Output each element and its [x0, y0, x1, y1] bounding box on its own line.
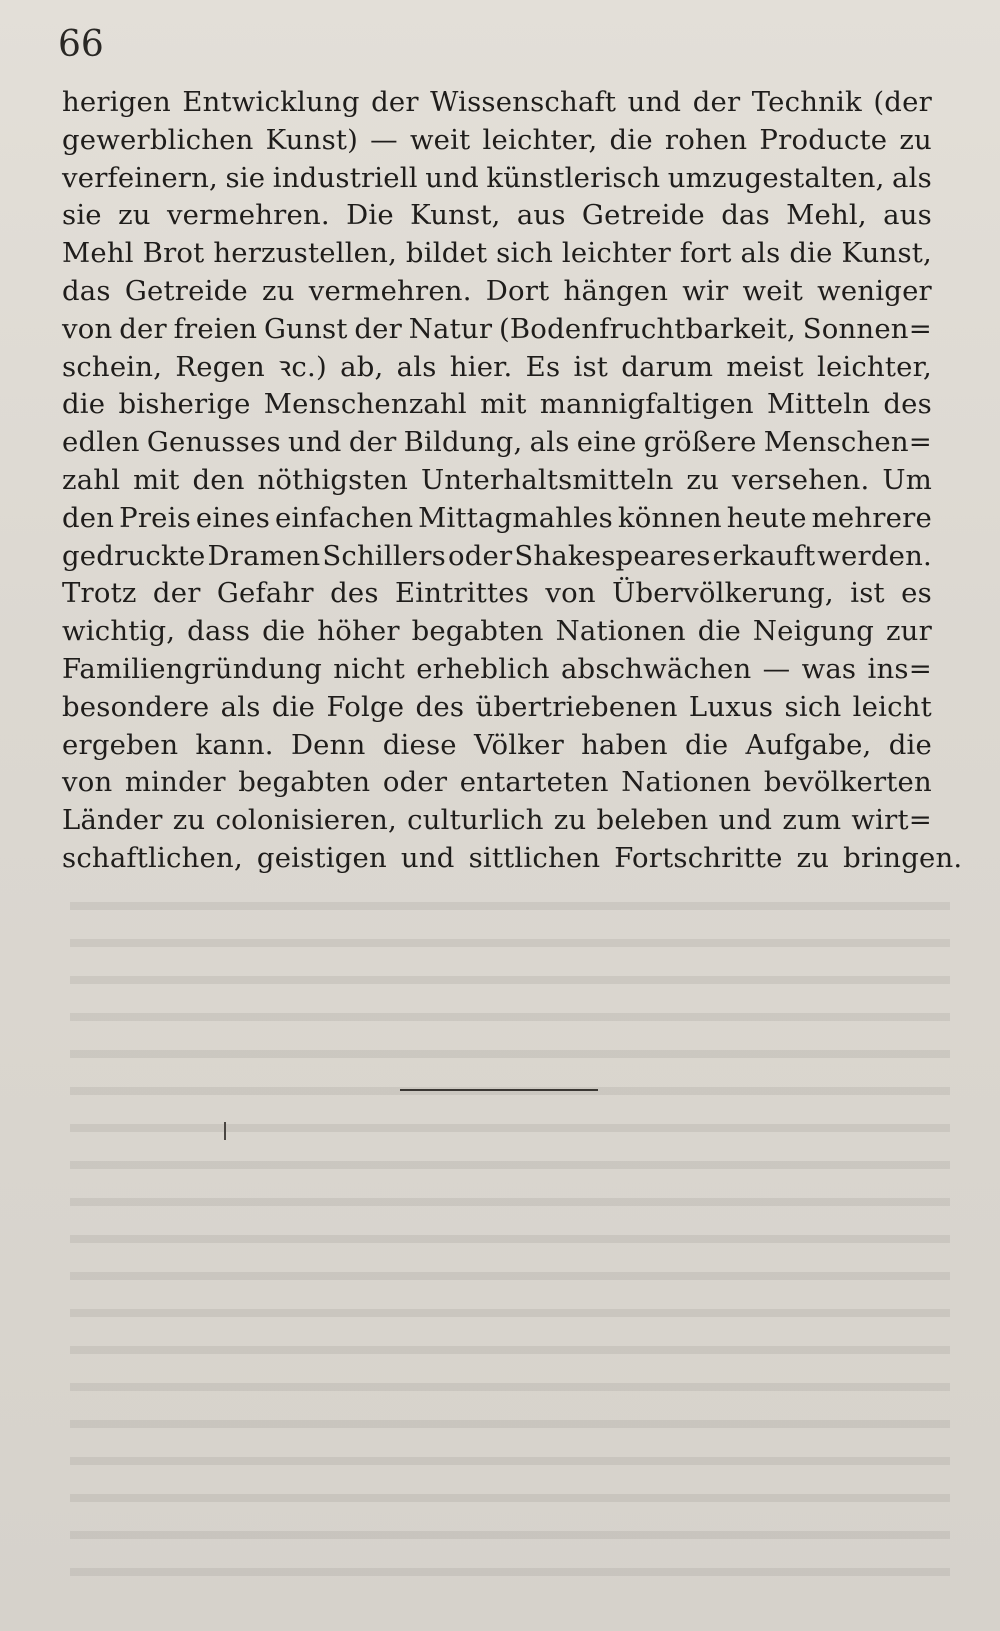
text-line: den Preis eines einfachen Mittagmahles können heute mehrere	[62, 501, 932, 534]
text-line: herigen Entwicklung der Wissenschaft und der Technik (der	[62, 86, 932, 118]
text-line: Familiengründung nicht erheblich abschwächen — was ins=	[62, 652, 932, 685]
page-number: 66	[58, 24, 104, 65]
text-line: besondere als die Folge des übertriebenen Luxus sich leicht	[62, 690, 932, 723]
text-line: gewerblichen Kunst) — weit leichter, die rohen Producte zu	[62, 123, 932, 156]
text-line: edlen Genusses und der Bildung, als eine größere Menschen=	[62, 426, 932, 459]
margin-mark	[224, 1122, 226, 1140]
text-line: ergeben kann. Denn diese Völker haben die Aufgabe, die	[62, 728, 932, 761]
bleed-through-text	[70, 880, 950, 1600]
text-line: wichtig, dass die höher begabten Nationen die Neigung zur	[62, 615, 932, 648]
text-line: schein, Regen ꝛc.) ab, als hier. Es ist darum meist leichter,	[62, 350, 932, 383]
text-line: von minder begabten oder entarteten Nationen bevölkerten	[62, 766, 932, 799]
text-line: Mehl Brot herzustellen, bildet sich leichter fort als die Kunst,	[62, 237, 932, 270]
text-line: von der freien Gunst der Natur (Bodenfruchtbarkeit, Sonnen=	[62, 312, 932, 345]
text-line: Länder zu colonisieren, culturlich zu beleben und zum wirt=	[62, 804, 932, 837]
text-line: sie zu vermehren. Die Kunst, aus Getreide das Mehl, aus	[62, 199, 932, 232]
text-line: schaftlichen, geistigen und sittlichen Fortschritte zu bringen.	[62, 841, 963, 874]
section-rule	[400, 1089, 598, 1091]
body-text	[62, 84, 963, 878]
text-line: verfeinern, sie industriell und künstlerisch umzugestalten, als	[62, 161, 932, 194]
text-line: das Getreide zu vermehren. Dort hängen wir weit weniger	[62, 274, 932, 307]
text-line: gedruckte Dramen Schillers oder Shakespeares erkauft werden.	[62, 539, 932, 572]
text-line: die bisherige Menschenzahl mit mannigfaltigen Mitteln des	[62, 388, 932, 421]
text-line: Trotz der Gefahr des Eintrittes von Übervölkerung, ist es	[62, 577, 932, 610]
text-line: zahl mit den nöthigsten Unterhaltsmitteln zu versehen. Um	[62, 463, 932, 496]
